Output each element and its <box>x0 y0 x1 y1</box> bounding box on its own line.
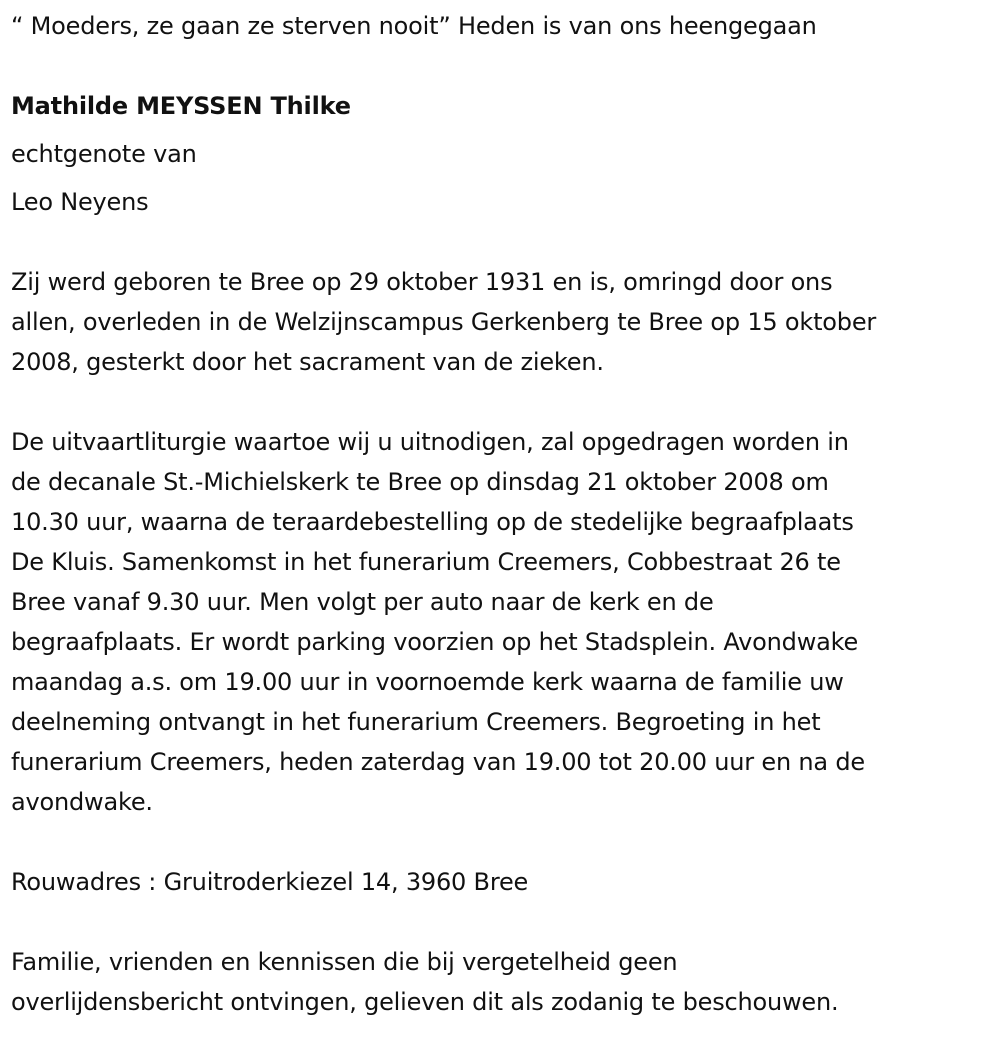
opening-quote: “ Moeders, ze gaan ze sterven nooit” Heden is van ons heengegaan <box>11 12 817 40</box>
family-paragraph <box>11 942 986 1022</box>
paragraph-line: De uitvaartliturgie waartoe wij u uitnodigen, zal opgedragen worden in <box>11 428 849 456</box>
paragraph-line: De Kluis. Samenkomst in het funerarium Creemers, Cobbestraat 26 te <box>11 548 841 576</box>
paragraph-line: maandag a.s. om 19.00 uur in voornoemde kerk waarna de familie uw <box>11 668 844 696</box>
paragraph-line: begraafplaats. Er wordt parking voorzien op het Stadsplein. Avondwake <box>11 628 859 656</box>
birth-death-paragraph <box>11 262 986 382</box>
paragraph-line: 10.30 uur, waarna de teraardebestelling op de stedelijke begraafplaats <box>11 508 854 536</box>
address-line: Rouwadres : Gruitroderkiezel 14, 3960 Bree <box>11 868 529 896</box>
mourning-address <box>11 862 986 902</box>
relation-text: echtgenote van <box>11 140 197 168</box>
paragraph-line: Zij werd geboren te Bree op 29 oktober 1931 en is, omringd door ons <box>11 268 833 296</box>
paragraph-line: deelneming ontvangt in het funerarium Creemers. Begroeting in het <box>11 708 821 736</box>
spouse-name: Leo Neyens <box>11 188 149 216</box>
funeral-paragraph <box>11 422 986 822</box>
paragraph-line: Familie, vrienden en kennissen die bij vergetelheid geen <box>11 948 678 976</box>
paragraph-line: 2008, gesterkt door het sacrament van de zieken. <box>11 348 604 376</box>
deceased-name: Mathilde MEYSSEN Thilke <box>11 92 351 120</box>
paragraph-line: allen, overleden in de Welzijnscampus Gerkenberg te Bree op 15 oktober <box>11 308 877 336</box>
paragraph-line: Bree vanaf 9.30 uur. Men volgt per auto naar de kerk en de <box>11 588 714 616</box>
paragraph-line: funerarium Creemers, heden zaterdag van 19.00 tot 20.00 uur en na de <box>11 748 865 776</box>
paragraph-line: avondwake. <box>11 788 153 816</box>
paragraph-line: de decanale St.-Michielskerk te Bree op dinsdag 21 oktober 2008 om <box>11 468 829 496</box>
paragraph-line: overlijdensbericht ontvingen, gelieven dit als zodanig te beschouwen. <box>11 988 839 1016</box>
